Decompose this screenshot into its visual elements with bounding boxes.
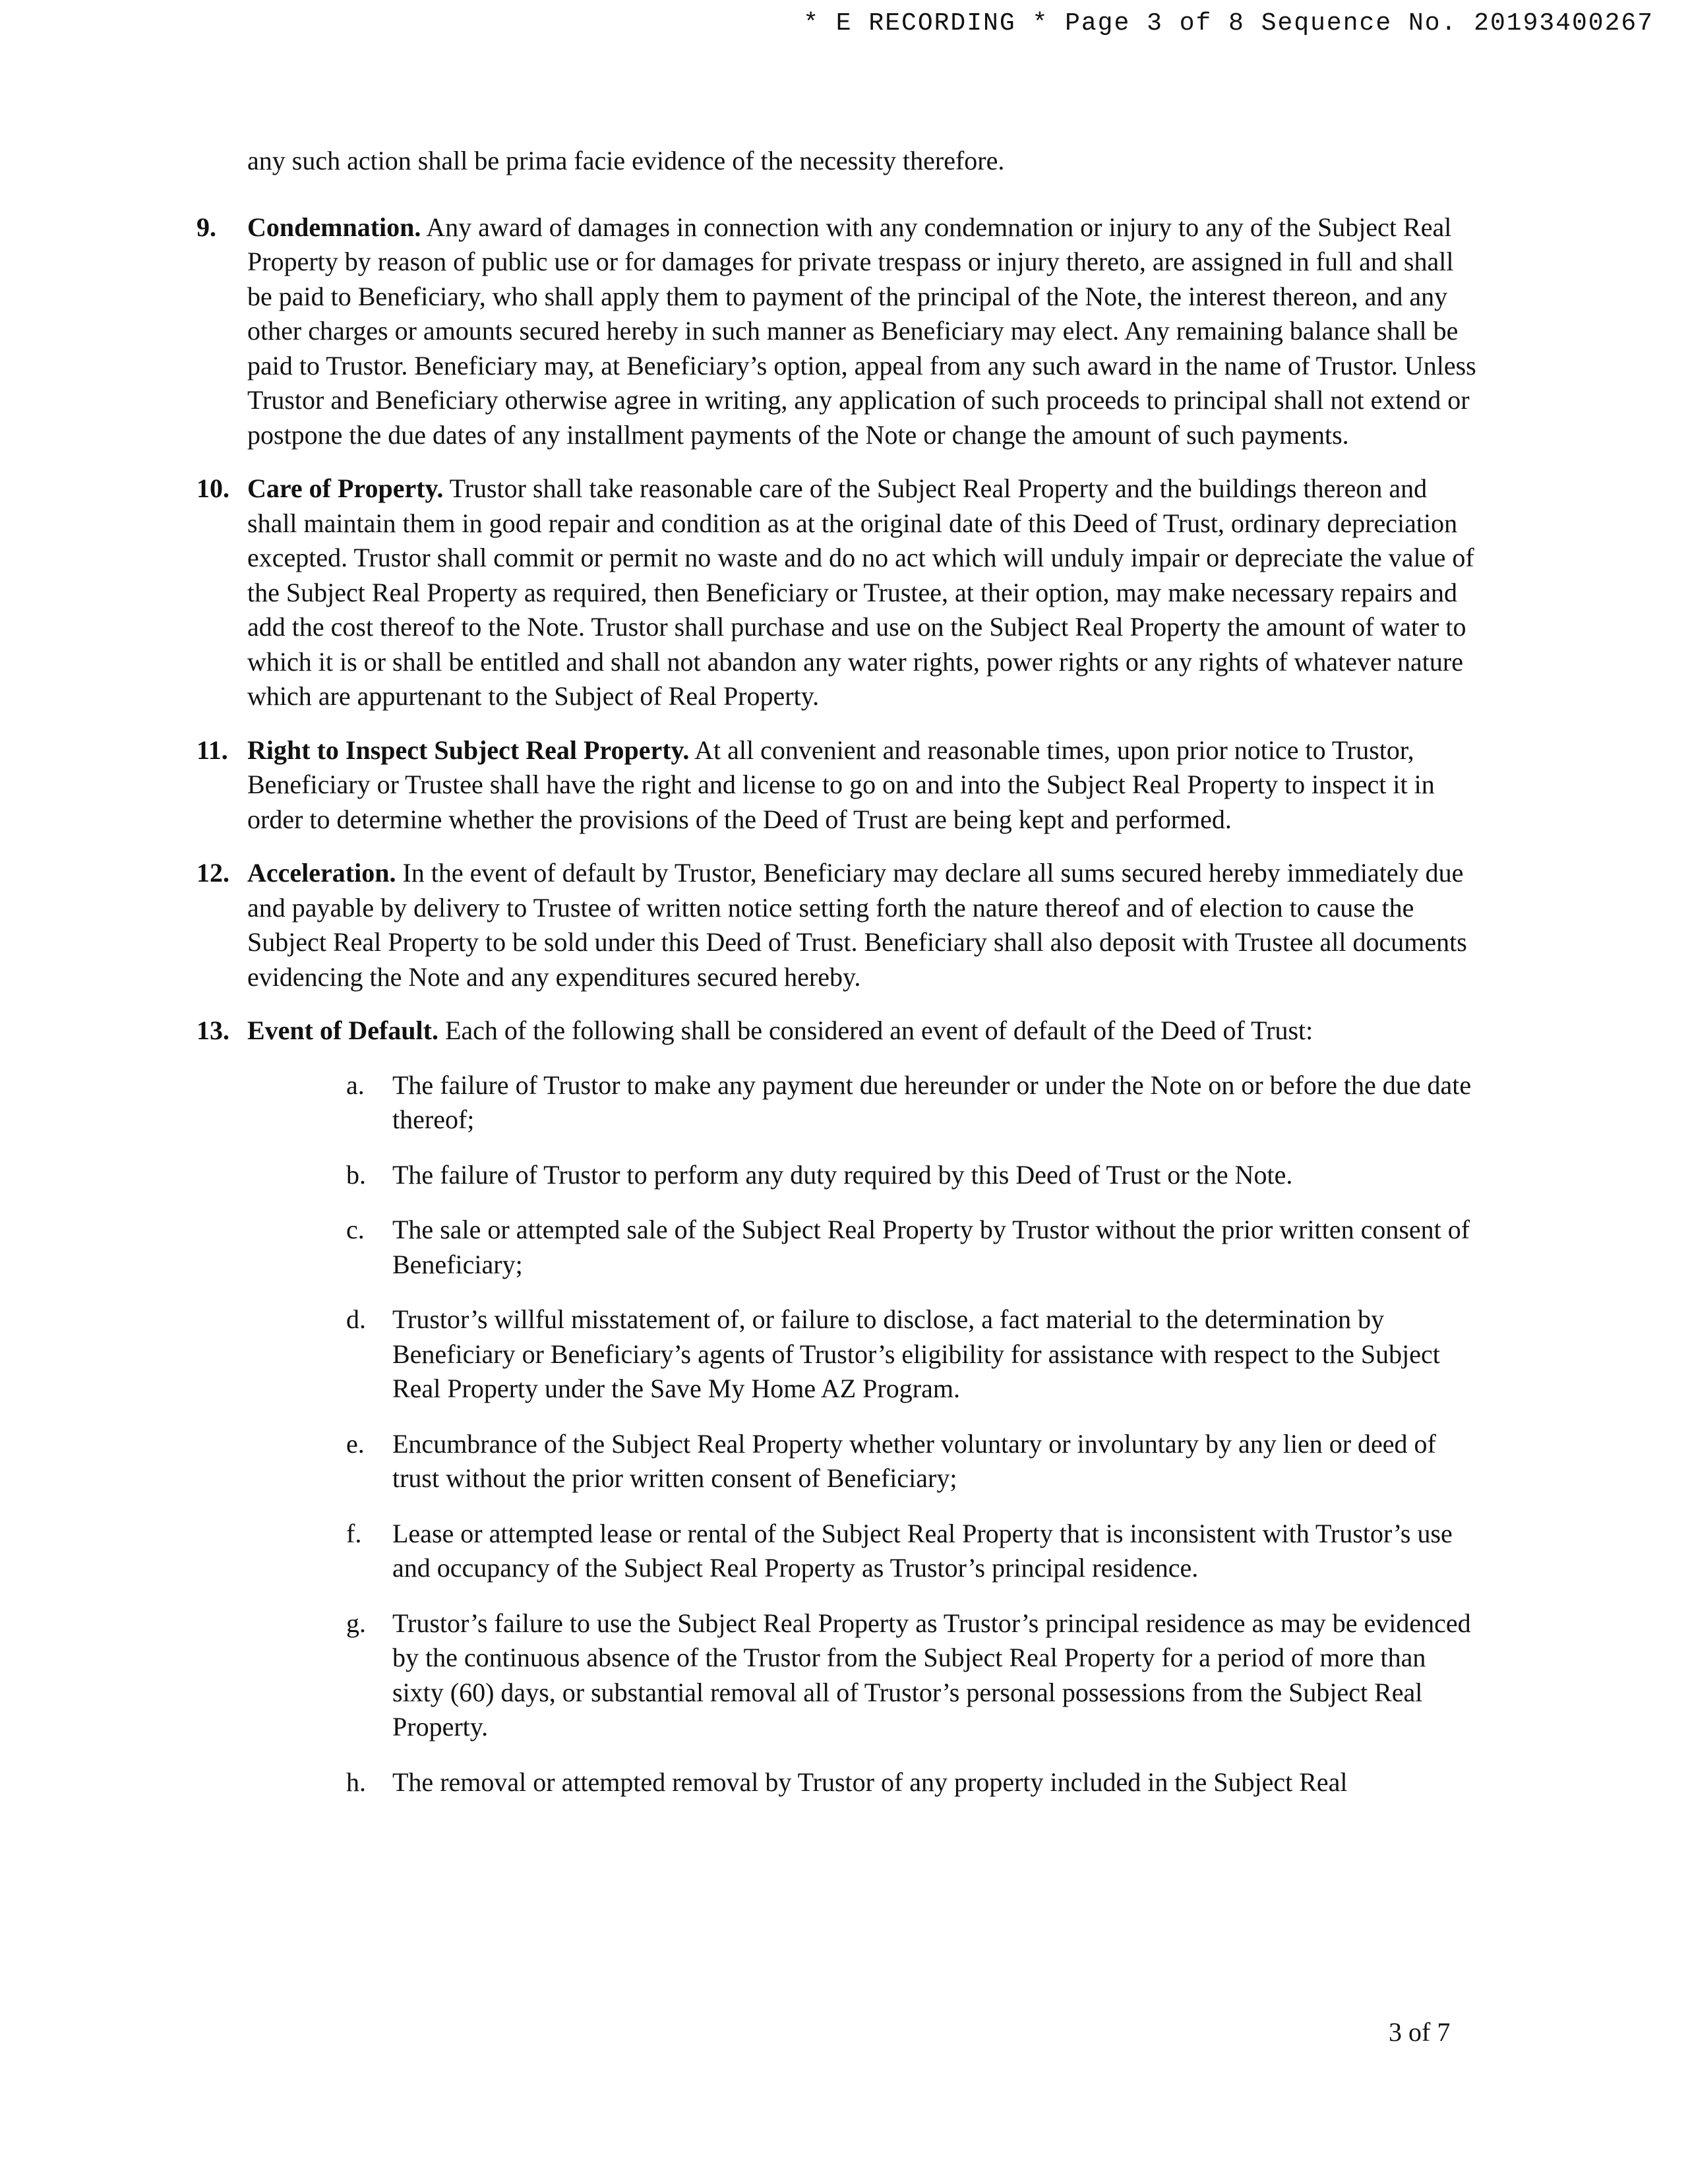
list-item bbox=[346, 1427, 1481, 1496]
list-item bbox=[346, 1765, 1481, 1800]
list-item bbox=[346, 1606, 1481, 1745]
list-item-letter: f. bbox=[346, 1518, 362, 1548]
list-item-letter: d. bbox=[346, 1304, 366, 1334]
intro-line: any such action shall be prima facie evidence of the necessity therefore. bbox=[247, 146, 1005, 175]
section-12 bbox=[196, 856, 1481, 994]
list-item bbox=[346, 1517, 1481, 1586]
section-text: In the event of default by Trustor, Beneficiary may declare all sums secured hereby immediately due and payable by delivery to Trustee of written notice setting forth the nature thereof and of election to cause the Subject Real Property to be sold under this Deed of Trust. Beneficiary shall also deposit with Trustee all documents evidencing the Note and any expenditures secured hereby. bbox=[247, 858, 1467, 992]
list-item-letter: b. bbox=[346, 1159, 366, 1190]
section-text: Trustor shall take reasonable care of the Subject Real Property and the buildings thereon and shall maintain them in good repair and condition as at the original date of this Deed of Trust, ordinary depreciation excepted. Trustor shall commit or permit no waste and do no act which will unduly impair or depreciate the value of the Subject Real Property as required, then Beneficiary or Trustee, at their option, may make necessary repairs and add the cost thereof to the Note. Trustor shall purchase and use on the Subject Real Property the amount of water to which it is or shall be entitled and shall not abandon any water rights, power rights or any rights of whatever nature which are appurtenant to the Subject of Real Property. bbox=[247, 473, 1474, 711]
list-item-letter: c. bbox=[346, 1215, 365, 1244]
section-heading: Event of Default. bbox=[247, 1016, 438, 1045]
list-item bbox=[346, 1213, 1481, 1282]
section-heading: Condemnation. bbox=[247, 212, 421, 242]
section-number: 13. bbox=[196, 1016, 229, 1045]
section-text: Any award of damages in connection with any condemnation or injury to any of the Subject Real Property by reason of public use or for damages for private trespass or injury thereto, are assigned in full and shall be paid to Beneficiary, who shall apply them to payment of the principal of the Note, the interest thereon, and any other charges or amounts secured hereby in such manner as Beneficiary may elect. Any remaining balance shall be paid to Trustor. Beneficiary may, at Beneficiary’s option, appeal from any such award in the name of Trustor. Unless Trustor and Beneficiary otherwise agree in writing, any application of such proceeds to principal shall not extend or postpone the due dates of any installment payments of the Note or change the amount of such payments. bbox=[247, 212, 1476, 450]
list-item-text: Trustor’s failure to use the Subject Real Property as Trustor’s principal residence as may be evidenced by the continuous absence of the Trustor from the Subject Real Property for a period of more than sixty (60) days, or substantial removal all of Trustor’s personal possessions from the Subject Real Property. bbox=[392, 1608, 1471, 1742]
list-item-text: Trustor’s willful misstatement of, or failure to disclose, a fact material to the determination by Beneficiary or Beneficiary’s agents of Trustor’s eligibility for assistance with respect to the Subject Real Property under the Save My Home AZ Program. bbox=[392, 1304, 1440, 1403]
list-item-text: The sale or attempted sale of the Subject Real Property by Trustor without the prior written consent of Beneficiary; bbox=[392, 1215, 1470, 1279]
section-heading: Acceleration. bbox=[247, 858, 396, 888]
recording-header: * E RECORDING * Page 3 of 8 Sequence No. 20193400267 bbox=[803, 9, 1654, 38]
section-10 bbox=[196, 471, 1481, 714]
list-item-text: Encumbrance of the Subject Real Property whether voluntary or involuntary by any lien or deed of trust without the prior written consent of Beneficiary; bbox=[392, 1428, 1436, 1493]
section-text: At all convenient and reasonable times, upon prior notice to Trustor, Beneficiary or Trustee shall have the right and license to go on and into the Subject Real Property to inspect it in order to determine whether the provisions of the Deed of Trust are being kept and performed. bbox=[247, 735, 1435, 834]
section-heading: Care of Property. bbox=[247, 473, 444, 503]
list-item-text: The failure of Trustor to perform any duty required by this Deed of Trust or the Note. bbox=[392, 1159, 1293, 1190]
list-item bbox=[346, 1302, 1481, 1407]
list-item-letter: g. bbox=[346, 1608, 366, 1638]
section-text: Each of the following shall be considered an event of default of the Deed of Trust: bbox=[444, 1016, 1313, 1045]
document-body bbox=[196, 144, 1481, 1820]
section-13 bbox=[196, 1014, 1481, 1800]
section-11 bbox=[196, 733, 1481, 837]
list-item-text: Lease or attempted lease or rental of the Subject Real Property that is inconsistent with Trustor’s use and occupancy of the Subject Real Property as Trustor’s principal residence. bbox=[392, 1518, 1453, 1583]
list-item-text: The removal or attempted removal by Trustor of any property included in the Subject Real bbox=[392, 1767, 1348, 1797]
list-item bbox=[346, 1158, 1481, 1193]
section-9 bbox=[196, 210, 1481, 453]
list-item-letter: h. bbox=[346, 1767, 366, 1797]
list-item bbox=[346, 1068, 1481, 1138]
list-item-text: The failure of Trustor to make any payment due hereunder or under the Note on or before the due date thereof; bbox=[392, 1070, 1472, 1134]
section-number: 9. bbox=[196, 212, 216, 242]
list-item-letter: a. bbox=[346, 1070, 365, 1100]
page-number: 3 of 7 bbox=[1389, 2017, 1451, 2047]
list-item-letter: e. bbox=[346, 1428, 365, 1459]
section-number: 10. bbox=[196, 473, 229, 503]
section-number: 11. bbox=[196, 735, 228, 765]
default-events-list bbox=[247, 1068, 1481, 1800]
section-number: 12. bbox=[196, 858, 229, 888]
section-heading: Right to Inspect Subject Real Property. bbox=[247, 735, 690, 765]
